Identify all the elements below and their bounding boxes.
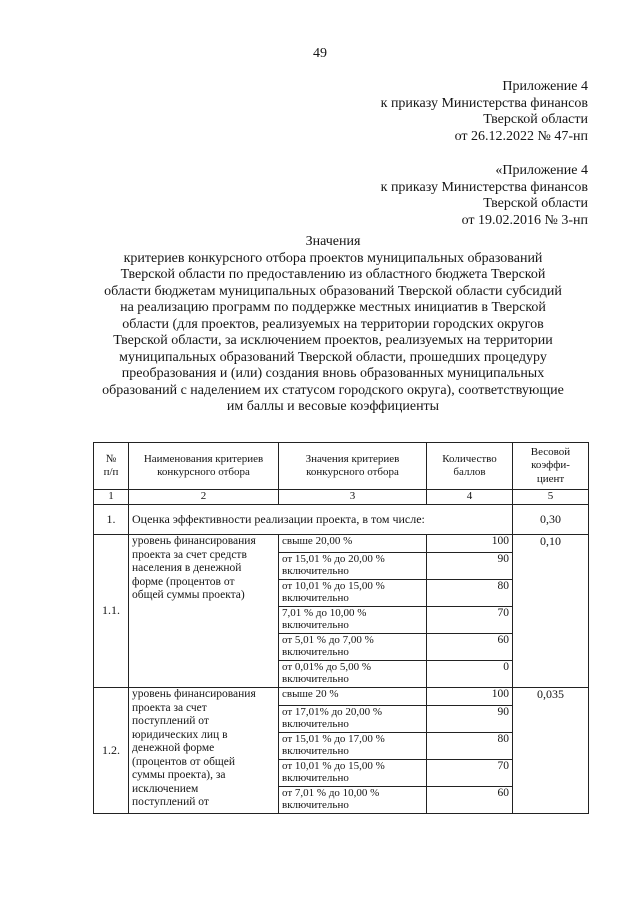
criterion-score: 100 xyxy=(427,688,513,706)
title-line: области (для проектов, реализуемых на территории городских округов xyxy=(122,316,544,332)
section-row xyxy=(94,505,589,535)
title-line: критериев конкурсного отбора проектов муниципальных образований xyxy=(123,250,543,266)
document-title xyxy=(88,234,578,416)
column-index-row xyxy=(94,490,589,505)
criterion-weight: 0,10 xyxy=(513,535,589,688)
criteria-table xyxy=(93,442,589,814)
title-line: области бюджетам муниципальных образований Тверской области субсидий xyxy=(104,283,562,299)
title-line: на реализацию программ по поддержке местных инициатив в Тверской xyxy=(120,300,546,315)
header-criteria-values: Значения критериев конкурсного отбора xyxy=(279,443,427,490)
criterion-value: свыше 20,00 % xyxy=(279,535,427,553)
column-index: 5 xyxy=(513,490,589,505)
header-points: Количество баллов xyxy=(427,443,513,490)
criterion-value: от 17,01% до 20,00 % включительно xyxy=(279,706,427,733)
title-line: образований с наделением их статусом городского округа), соответствующие xyxy=(102,382,564,398)
criterion-weight: 0,035 xyxy=(513,688,589,814)
criterion-value: от 15,01 % до 20,00 % включительно xyxy=(279,553,427,580)
criterion-value: от 10,01 % до 15,00 % включительно xyxy=(279,580,427,607)
criterion-score: 70 xyxy=(427,760,513,787)
table-row xyxy=(94,535,589,553)
criterion-description: уровень финансирования проекта за счет средств населения в денежной форме (процентов от общей суммы проекта) xyxy=(129,535,279,688)
criterion-value: свыше 20 % xyxy=(279,688,427,706)
criterion-score: 80 xyxy=(427,733,513,760)
criterion-score: 70 xyxy=(427,607,513,634)
title-line: Тверской области, за исключением проектов, реализуемых на территории xyxy=(113,333,553,348)
appendix-header-current xyxy=(381,79,588,145)
criterion-value: от 15,01 % до 17,00 % включительно xyxy=(279,733,427,760)
section-title: Оценка эффективности реализации проекта, в том числе: xyxy=(129,505,513,535)
column-index: 1 xyxy=(94,490,129,505)
header-line: к приказу Министерства финансов xyxy=(380,179,588,195)
table-row xyxy=(94,688,589,706)
criterion-score: 100 xyxy=(427,535,513,553)
criterion-value: от 0,01% до 5,00 % включительно xyxy=(279,661,427,688)
header-weight: Весовой коэффи- циент xyxy=(513,443,589,490)
criterion-score: 80 xyxy=(427,580,513,607)
title-line: преобразования и (или) создания вновь образованных муниципальных xyxy=(121,366,545,381)
title-line: им баллы и весовые коэффициенты xyxy=(226,399,440,414)
header-line: Тверской области xyxy=(483,196,588,211)
title-line: Тверской области по предоставлению из областного бюджета Тверской xyxy=(120,267,546,282)
criterion-value: от 7,01 % до 10,00 % включительно xyxy=(279,787,427,814)
header-line: от 19.02.2016 № 3-нп xyxy=(461,212,588,228)
criterion-score: 60 xyxy=(427,634,513,661)
section-weight: 0,30 xyxy=(513,505,589,535)
header-criteria-name: Наименования критериев конкурсного отбора xyxy=(129,443,279,490)
header-line: Тверской области xyxy=(483,112,588,127)
column-index: 2 xyxy=(129,490,279,505)
title-line: муниципальных образований Тверской области, прошедших процедуру xyxy=(119,349,547,365)
criterion-value: 7,01 % до 10,00 % включительно xyxy=(279,607,427,634)
criterion-number: 1.2. xyxy=(94,688,129,814)
header-line: от 26.12.2022 № 47-нп xyxy=(454,128,588,144)
column-index: 4 xyxy=(427,490,513,505)
header-line: «Приложение 4 xyxy=(495,163,588,178)
criterion-score: 90 xyxy=(427,706,513,733)
header-num: № п/п xyxy=(94,443,129,490)
criterion-value: от 10,01 % до 15,00 % включительно xyxy=(279,760,427,787)
title-line: Значения xyxy=(305,234,361,249)
criterion-score: 60 xyxy=(427,787,513,814)
criterion-description: уровень финансирования проекта за счет поступлений от юридических лиц в денежной форме (процентов от общей суммы проекта), за исключением поступлений от xyxy=(129,688,279,814)
criterion-value: от 5,01 % до 7,00 % включительно xyxy=(279,634,427,661)
header-line: к приказу Министерства финансов xyxy=(380,95,588,111)
column-index: 3 xyxy=(279,490,427,505)
section-number: 1. xyxy=(94,505,129,535)
table-header-row xyxy=(94,443,589,490)
page-number: 49 xyxy=(313,46,327,61)
criterion-score: 0 xyxy=(427,661,513,688)
criterion-score: 90 xyxy=(427,553,513,580)
criterion-number: 1.1. xyxy=(94,535,129,688)
appendix-header-original xyxy=(381,163,588,229)
header-line: Приложение 4 xyxy=(502,79,588,94)
